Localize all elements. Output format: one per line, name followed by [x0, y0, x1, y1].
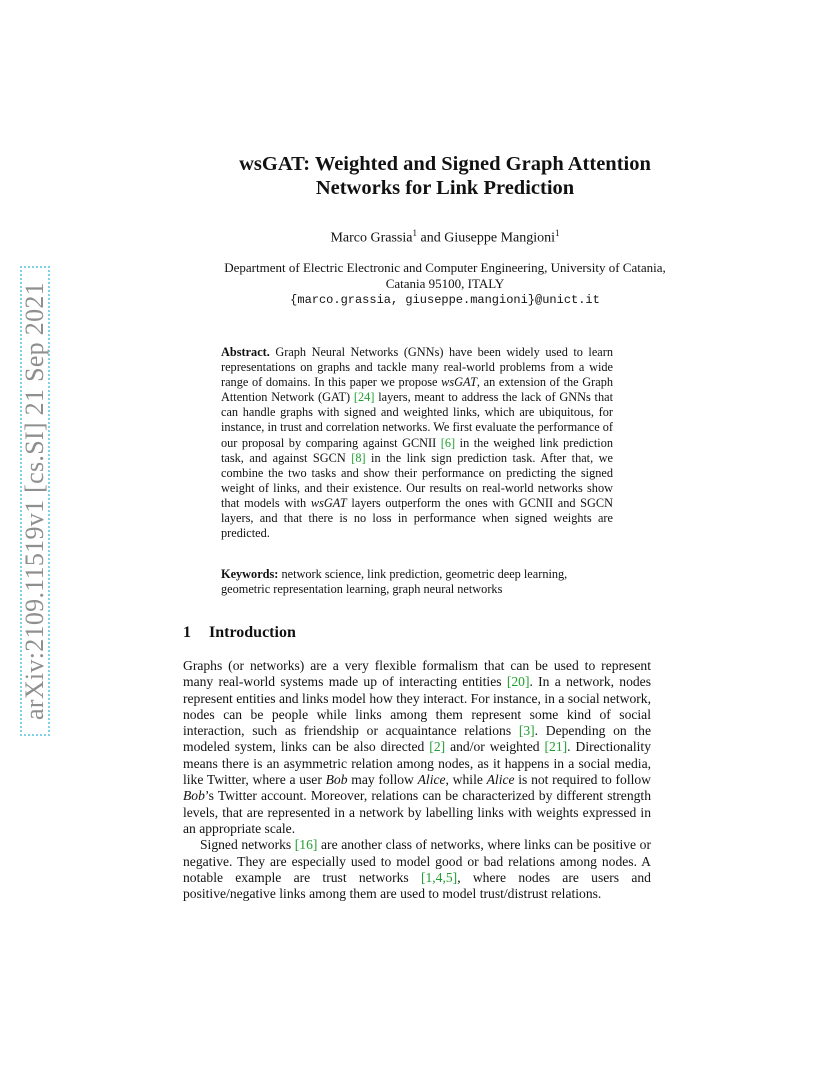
emphasis: Bob [325, 772, 348, 788]
author-2: Giuseppe Mangioni [444, 230, 556, 246]
citation-link[interactable]: [1,4,5] [420, 869, 458, 885]
author-1-affiliation-mark: 1 [412, 228, 417, 238]
citation-link[interactable]: [6] [440, 435, 456, 450]
affiliation-line-1: Department of Electric Electronic and Computer Engineering, University of Catania, [224, 260, 666, 275]
emphasis: Alice [486, 772, 515, 788]
author-conjunction: and [416, 230, 445, 246]
citation-link[interactable]: [24] [353, 390, 375, 405]
paragraph [183, 837, 651, 902]
author-2-affiliation-mark: 1 [555, 228, 560, 238]
arxiv-sidebar [20, 266, 50, 736]
paragraph [183, 658, 651, 837]
citation-link[interactable]: [16] [294, 837, 318, 853]
citation-link[interactable]: [8] [351, 450, 366, 465]
abstract-label: Abstract. [221, 345, 270, 359]
body-text: Signed networks [200, 837, 295, 853]
section-heading [183, 624, 296, 642]
citation-link[interactable]: [21] [544, 739, 568, 755]
body-text: ’s Twitter account. Moreover, relations can be characterized by different strength levels, that are represented in a network by labelling links with weights expressed in an appropriate scale. [183, 788, 651, 836]
body-text: . Depending on the modeled system, links can be also directed [183, 723, 651, 755]
authors [150, 228, 740, 247]
section-number: 1 [183, 624, 191, 641]
body-text: are another class of networks, where links can be positive or negative. They are especially used to model good or bad relations among nodes. A notable example are trust networks [183, 837, 651, 885]
citation-link[interactable]: [3] [518, 723, 535, 739]
emphasis: Bob [183, 788, 205, 804]
abstract-emphasis: wsGAT [310, 495, 347, 510]
body-text: . In a network, nodes represent entities and links model how they interact. For instance, in a social network, nodes can be people while links among them represent some kind of social interaction, such as friendship or acquaintance relations [183, 674, 652, 739]
title-line-1: wsGAT: Weighted and Signed Graph Attention [239, 153, 651, 175]
body-text: , where nodes are users and positive/negative links among them are used to model trust/distrust relations. [183, 869, 651, 902]
abstract-text: , an extension of the Graph Attention Network (GAT) [221, 375, 613, 405]
abstract-text: layers, meant to address the lack of GNNs that can handle graphs with signed and weighted links, which are ubiquitous, for instance, in trust and correlation networks. We first evaluate the performance of our proposal by comparing against GCNII [221, 390, 613, 450]
body-text: and/or weighted [445, 739, 545, 755]
citation-link[interactable]: [20] [506, 674, 530, 690]
body-text: may follow [347, 772, 418, 788]
body-text: Graphs (or networks) are a very flexible formalism that can be used to represent many real-world systems made up of interacting entities [183, 658, 651, 690]
body-text: is not required to follow [514, 772, 651, 788]
abstract-emphasis: wsGAT [441, 375, 477, 390]
body-text: . Directionality means there is an asymmetric relation among nodes, as it happens in a social media, like Twitter, where a user [183, 739, 651, 788]
abstract-text: Graph Neural Networks (GNNs) have been widely used to learn representations on graphs and tackle many real-world problems from a wide range of domains. In this paper we propose [221, 345, 613, 390]
section-title: Introduction [209, 624, 296, 641]
abstract [221, 345, 613, 541]
paper-title [140, 152, 750, 200]
affiliation-line-2: Catania 95100, ITALY [385, 276, 505, 291]
arxiv-identifier: arXiv:2109.11519v1 [cs.SI] 21 Sep 2021 [20, 282, 49, 720]
author-1: Marco Grassia [330, 230, 413, 246]
author-emails[interactable]: {marco.grassia, giuseppe.mangioni}@unict.it [290, 293, 600, 307]
keywords-text: network science, link prediction, geometric deep learning, geometric representation learning, graph neural networks [221, 567, 568, 597]
citation-link[interactable]: [2] [429, 739, 446, 755]
keywords [221, 567, 613, 597]
abstract-text: in the weighed link prediction task, and against SGCN [221, 435, 613, 465]
abstract-text: layers outperform the ones with GCNII and SGCN layers, and that there is no loss in performance when signed weights are predicted. [221, 495, 613, 541]
emphasis: Alice [417, 772, 446, 788]
title-line-2: Networks for Link Prediction [315, 177, 575, 199]
affiliation [150, 260, 740, 308]
keywords-label: Keywords: [221, 567, 279, 581]
abstract-text: in the link sign prediction task. After that, we combine the two tasks and show their performance on predicting the signed weight of links, and their existence. Our results on real-world networks show that models with [221, 450, 613, 510]
body-text: , while [445, 772, 487, 788]
introduction-body [183, 658, 651, 902]
